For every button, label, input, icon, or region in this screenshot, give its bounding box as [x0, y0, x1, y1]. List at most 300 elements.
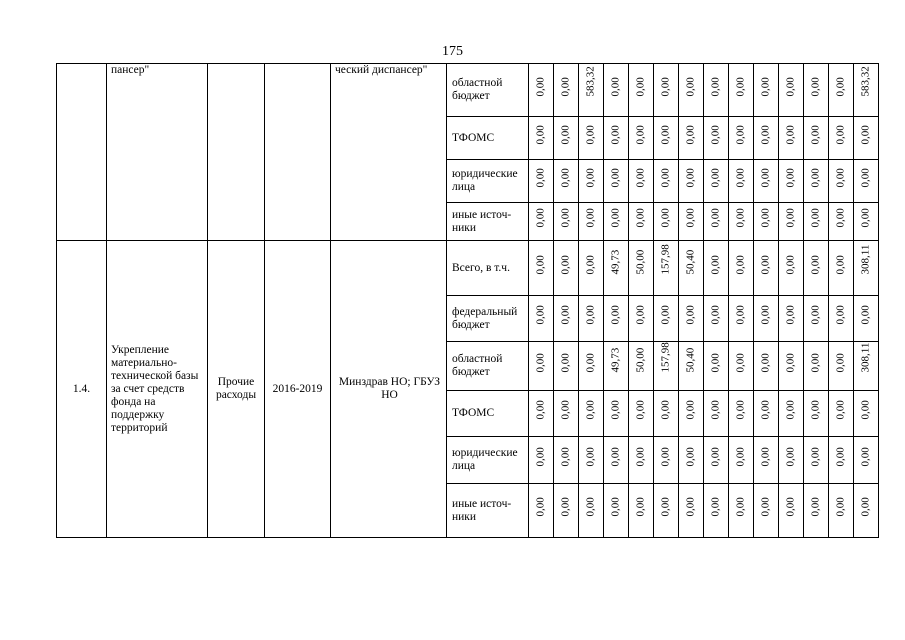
value-cell	[554, 160, 579, 203]
value-cell	[854, 203, 879, 241]
value-text: 0,00	[734, 124, 747, 144]
budget-table	[56, 63, 879, 538]
value-text: 0,00	[809, 305, 822, 325]
value-text: 49,73	[609, 347, 622, 372]
value-text: 0,00	[659, 497, 672, 517]
funding-source-cell: юридические лица	[447, 437, 529, 484]
value-text: 0,00	[709, 254, 722, 274]
value-text: 0,00	[809, 124, 822, 144]
value-text: 0,00	[834, 208, 847, 228]
page-number: 175	[442, 44, 463, 59]
value-cell	[829, 296, 854, 342]
value-text: 0,00	[584, 208, 597, 228]
value-cell	[779, 296, 804, 342]
value-text: 50,40	[684, 249, 697, 274]
value-cell	[754, 203, 779, 241]
value-text: 0,00	[534, 254, 547, 274]
funding-source-cell: ТФОМС	[447, 391, 529, 437]
value-cell	[629, 241, 654, 296]
value-cell	[779, 117, 804, 160]
value-cell	[704, 437, 729, 484]
funding-source-cell: федеральный бюджет	[447, 296, 529, 342]
value-cell	[729, 203, 754, 241]
value-text: 0,00	[709, 167, 722, 187]
table-body	[57, 64, 879, 538]
item-name-cell: Укрепление материально-технической базы за счет средств фонда на поддержку территорий	[107, 241, 208, 538]
value-text: 0,00	[659, 305, 672, 325]
funding-source-cell: юридические лица	[447, 160, 529, 203]
value-cell	[854, 64, 879, 117]
value-cell	[679, 203, 704, 241]
value-cell	[729, 342, 754, 391]
value-text: 0,00	[534, 352, 547, 372]
value-cell	[854, 296, 879, 342]
value-cell	[604, 160, 629, 203]
expense-type-cell: Прочие расходы	[208, 241, 265, 538]
funding-source-cell: Всего, в т.ч.	[447, 241, 529, 296]
value-cell	[754, 391, 779, 437]
value-cell	[704, 117, 729, 160]
value-cell	[529, 160, 554, 203]
value-text: 0,00	[559, 124, 572, 144]
period-cell: 2016-2019	[265, 241, 331, 538]
value-cell	[629, 160, 654, 203]
value-text: 0,00	[734, 76, 747, 96]
value-text: 0,00	[734, 497, 747, 517]
value-cell	[804, 160, 829, 203]
value-cell	[829, 437, 854, 484]
value-cell	[554, 296, 579, 342]
value-text: 0,00	[634, 124, 647, 144]
value-text: 0,00	[609, 400, 622, 420]
value-cell	[554, 64, 579, 117]
value-cell	[754, 64, 779, 117]
value-cell	[554, 391, 579, 437]
value-cell	[604, 203, 629, 241]
value-cell	[754, 160, 779, 203]
value-text: 0,00	[559, 208, 572, 228]
value-text: 0,00	[759, 124, 772, 144]
value-cell	[729, 437, 754, 484]
value-text: 0,00	[559, 446, 572, 466]
value-cell	[729, 64, 754, 117]
value-cell	[804, 117, 829, 160]
value-text: 0,00	[584, 305, 597, 325]
value-cell	[654, 64, 679, 117]
value-cell	[629, 203, 654, 241]
value-cell	[779, 160, 804, 203]
value-cell	[804, 64, 829, 117]
value-cell	[629, 484, 654, 538]
value-text: 0,00	[784, 446, 797, 466]
value-cell	[679, 296, 704, 342]
value-cell	[529, 391, 554, 437]
value-text: 0,00	[609, 446, 622, 466]
value-cell	[754, 241, 779, 296]
value-text: 0,00	[734, 254, 747, 274]
value-text: 0,00	[759, 208, 772, 228]
value-text: 0,00	[784, 124, 797, 144]
value-text: 0,00	[734, 446, 747, 466]
value-cell	[704, 296, 729, 342]
value-cell	[679, 391, 704, 437]
value-cell	[679, 484, 704, 538]
table-row	[57, 64, 879, 117]
item-number-cell	[57, 64, 107, 241]
value-cell	[854, 484, 879, 538]
value-cell	[754, 342, 779, 391]
value-cell	[829, 117, 854, 160]
value-text: 0,00	[609, 124, 622, 144]
value-text: 0,00	[734, 208, 747, 228]
value-text: 0,00	[784, 208, 797, 228]
value-cell	[654, 391, 679, 437]
value-text: 0,00	[534, 446, 547, 466]
value-cell	[529, 117, 554, 160]
value-text: 583,32	[584, 65, 597, 96]
value-text: 0,00	[809, 400, 822, 420]
value-text: 308,11	[859, 244, 872, 274]
value-cell	[629, 117, 654, 160]
value-cell	[804, 203, 829, 241]
value-text: 0,00	[809, 497, 822, 517]
value-text: 0,00	[734, 305, 747, 325]
value-cell	[854, 342, 879, 391]
value-cell	[529, 342, 554, 391]
value-text: 0,00	[584, 167, 597, 187]
value-cell	[529, 484, 554, 538]
value-text: 0,00	[684, 400, 697, 420]
value-text: 50,00	[634, 249, 647, 274]
value-cell	[754, 484, 779, 538]
value-text: 0,00	[709, 497, 722, 517]
value-cell	[779, 437, 804, 484]
value-cell	[829, 203, 854, 241]
value-cell	[829, 342, 854, 391]
value-cell	[829, 391, 854, 437]
value-text: 0,00	[559, 497, 572, 517]
value-text: 0,00	[759, 305, 772, 325]
value-cell	[779, 64, 804, 117]
value-cell	[604, 342, 629, 391]
value-cell	[804, 241, 829, 296]
value-cell	[579, 203, 604, 241]
value-text: 0,00	[709, 208, 722, 228]
value-text: 0,00	[634, 208, 647, 228]
funding-source-cell: иные источ-ники	[447, 484, 529, 538]
value-text: 0,00	[534, 497, 547, 517]
value-cell	[779, 241, 804, 296]
value-cell	[829, 241, 854, 296]
value-text: 0,00	[684, 446, 697, 466]
value-text: 0,00	[759, 254, 772, 274]
value-cell	[704, 203, 729, 241]
item-name-cell: пансер"	[107, 64, 208, 241]
value-text: 0,00	[809, 76, 822, 96]
value-text: 0,00	[584, 400, 597, 420]
value-cell	[629, 64, 654, 117]
value-text: 0,00	[634, 497, 647, 517]
value-text: 0,00	[709, 352, 722, 372]
value-cell	[704, 342, 729, 391]
value-text: 0,00	[684, 76, 697, 96]
value-text: 0,00	[534, 400, 547, 420]
value-text: 0,00	[784, 497, 797, 517]
value-text: 0,00	[659, 76, 672, 96]
item-number-cell: 1.4.	[57, 241, 107, 538]
value-text: 0,00	[684, 497, 697, 517]
value-text: 0,00	[559, 352, 572, 372]
value-cell	[779, 203, 804, 241]
value-text: 0,00	[534, 124, 547, 144]
value-text: 0,00	[759, 76, 772, 96]
value-cell	[729, 296, 754, 342]
value-cell	[529, 296, 554, 342]
value-cell	[554, 437, 579, 484]
value-text: 0,00	[584, 254, 597, 274]
value-text: 0,00	[809, 254, 822, 274]
responsible-cell: Минздрав НО; ГБУЗ НО	[331, 241, 447, 538]
value-cell	[679, 117, 704, 160]
value-cell	[654, 342, 679, 391]
value-cell	[804, 391, 829, 437]
value-text: 0,00	[859, 124, 872, 144]
value-text: 0,00	[684, 305, 697, 325]
value-cell	[854, 437, 879, 484]
value-cell	[554, 241, 579, 296]
value-cell	[604, 64, 629, 117]
value-text: 50,40	[684, 347, 697, 372]
value-text: 0,00	[834, 254, 847, 274]
value-text: 0,00	[784, 352, 797, 372]
value-text: 0,00	[684, 124, 697, 144]
value-text: 0,00	[709, 76, 722, 96]
value-text: 0,00	[559, 400, 572, 420]
value-text: 0,00	[559, 254, 572, 274]
value-text: 0,00	[659, 400, 672, 420]
value-cell	[729, 117, 754, 160]
value-cell	[829, 484, 854, 538]
value-text: 0,00	[784, 167, 797, 187]
period-cell	[265, 64, 331, 241]
value-cell	[579, 117, 604, 160]
value-cell	[704, 160, 729, 203]
value-cell	[604, 484, 629, 538]
value-cell	[679, 64, 704, 117]
value-text: 0,00	[834, 167, 847, 187]
value-cell	[854, 160, 879, 203]
value-cell	[779, 342, 804, 391]
value-text: 0,00	[709, 446, 722, 466]
value-text: 0,00	[784, 305, 797, 325]
value-cell	[604, 437, 629, 484]
value-cell	[529, 64, 554, 117]
value-text: 0,00	[859, 208, 872, 228]
value-text: 157,98	[659, 243, 672, 274]
value-cell	[554, 342, 579, 391]
value-text: 0,00	[559, 167, 572, 187]
value-cell	[579, 64, 604, 117]
value-text: 0,00	[859, 497, 872, 517]
value-cell	[679, 241, 704, 296]
value-cell	[654, 117, 679, 160]
value-cell	[629, 437, 654, 484]
value-cell	[854, 117, 879, 160]
value-cell	[579, 391, 604, 437]
value-text: 0,00	[609, 76, 622, 96]
value-text: 157,98	[659, 341, 672, 372]
value-cell	[754, 296, 779, 342]
value-text: 0,00	[609, 208, 622, 228]
value-text: 0,00	[584, 352, 597, 372]
value-cell	[579, 160, 604, 203]
value-text: 0,00	[759, 167, 772, 187]
value-text: 308,11	[859, 342, 872, 372]
value-cell	[529, 437, 554, 484]
value-cell	[654, 437, 679, 484]
value-text: 0,00	[784, 254, 797, 274]
value-text: 0,00	[709, 305, 722, 325]
value-text: 0,00	[834, 76, 847, 96]
value-cell	[729, 391, 754, 437]
value-text: 0,00	[834, 124, 847, 144]
value-text: 583,32	[859, 65, 872, 96]
value-cell	[704, 484, 729, 538]
value-text: 0,00	[534, 305, 547, 325]
value-text: 0,00	[834, 497, 847, 517]
value-cell	[579, 437, 604, 484]
value-cell	[729, 484, 754, 538]
value-cell	[604, 117, 629, 160]
value-text: 0,00	[759, 497, 772, 517]
value-cell	[554, 484, 579, 538]
value-cell	[629, 296, 654, 342]
value-text: 0,00	[659, 446, 672, 466]
value-text: 0,00	[709, 124, 722, 144]
responsible-cell: ческий диспансер"	[331, 64, 447, 241]
value-text: 0,00	[809, 208, 822, 228]
value-cell	[579, 241, 604, 296]
value-text: 0,00	[759, 446, 772, 466]
value-cell	[804, 484, 829, 538]
value-text: 0,00	[584, 124, 597, 144]
value-cell	[554, 117, 579, 160]
funding-source-cell: ТФОМС	[447, 117, 529, 160]
value-cell	[654, 203, 679, 241]
value-text: 0,00	[559, 305, 572, 325]
value-text: 0,00	[859, 446, 872, 466]
value-cell	[579, 484, 604, 538]
value-text: 0,00	[859, 400, 872, 420]
value-cell	[654, 296, 679, 342]
value-cell	[604, 241, 629, 296]
value-text: 0,00	[809, 446, 822, 466]
value-cell	[704, 64, 729, 117]
expense-type-cell	[208, 64, 265, 241]
value-cell	[804, 342, 829, 391]
value-cell	[654, 160, 679, 203]
value-cell	[679, 342, 704, 391]
value-cell	[804, 296, 829, 342]
value-text: 0,00	[634, 167, 647, 187]
funding-source-cell: иные источ-ники	[447, 203, 529, 241]
value-text: 0,00	[634, 400, 647, 420]
value-text: 0,00	[584, 497, 597, 517]
value-cell	[854, 391, 879, 437]
value-text: 0,00	[659, 124, 672, 144]
value-text: 0,00	[584, 446, 597, 466]
table-row	[57, 241, 879, 296]
value-text: 0,00	[734, 167, 747, 187]
value-cell	[829, 64, 854, 117]
value-text: 0,00	[834, 400, 847, 420]
value-cell	[829, 160, 854, 203]
value-text: 0,00	[634, 305, 647, 325]
value-cell	[779, 484, 804, 538]
value-text: 0,00	[684, 208, 697, 228]
value-text: 0,00	[609, 497, 622, 517]
value-text: 0,00	[534, 208, 547, 228]
value-text: 50,00	[634, 347, 647, 372]
value-cell	[604, 391, 629, 437]
value-text: 0,00	[834, 305, 847, 325]
value-cell	[579, 296, 604, 342]
value-cell	[604, 296, 629, 342]
value-cell	[754, 437, 779, 484]
value-cell	[679, 160, 704, 203]
value-text: 49,73	[609, 249, 622, 274]
value-text: 0,00	[659, 208, 672, 228]
value-cell	[579, 342, 604, 391]
value-cell	[629, 391, 654, 437]
value-text: 0,00	[734, 400, 747, 420]
value-text: 0,00	[634, 76, 647, 96]
value-text: 0,00	[859, 305, 872, 325]
value-text: 0,00	[634, 446, 647, 466]
value-text: 0,00	[609, 305, 622, 325]
value-cell	[779, 391, 804, 437]
value-text: 0,00	[809, 352, 822, 372]
value-text: 0,00	[759, 400, 772, 420]
value-text: 0,00	[659, 167, 672, 187]
value-text: 0,00	[809, 167, 822, 187]
value-cell	[654, 241, 679, 296]
value-text: 0,00	[534, 167, 547, 187]
value-text: 0,00	[784, 76, 797, 96]
value-cell	[729, 160, 754, 203]
value-text: 0,00	[759, 352, 772, 372]
value-cell	[804, 437, 829, 484]
value-text: 0,00	[709, 400, 722, 420]
value-text: 0,00	[684, 167, 697, 187]
value-cell	[629, 342, 654, 391]
value-text: 0,00	[859, 167, 872, 187]
value-cell	[529, 203, 554, 241]
value-cell	[704, 391, 729, 437]
value-cell	[704, 241, 729, 296]
value-cell	[854, 241, 879, 296]
value-text: 0,00	[834, 352, 847, 372]
value-cell	[554, 203, 579, 241]
value-text: 0,00	[534, 76, 547, 96]
value-text: 0,00	[609, 167, 622, 187]
value-cell	[729, 241, 754, 296]
value-text: 0,00	[559, 76, 572, 96]
funding-source-cell: областной бюджет	[447, 64, 529, 117]
value-text: 0,00	[734, 352, 747, 372]
value-cell	[754, 117, 779, 160]
value-cell	[679, 437, 704, 484]
